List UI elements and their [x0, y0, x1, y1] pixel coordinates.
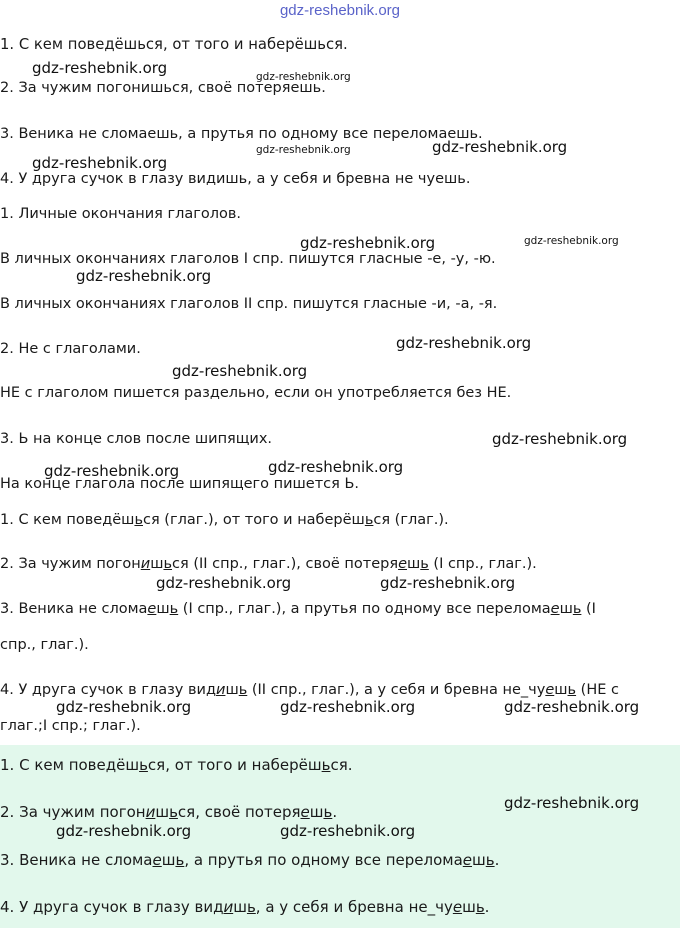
watermark: gdz-reshebnik.org: [256, 71, 351, 83]
text-segment: (I спр., глаг.), а прутья по одному все перелома: [178, 601, 551, 617]
text-segment: .: [484, 898, 490, 916]
text-segment: (I: [581, 601, 596, 617]
text-segment: 1. С кем поведёш: [0, 512, 135, 528]
text-segment: ш: [161, 851, 176, 869]
text-segment: 1. С кем поведёшься, от того и наберёшься.: [0, 36, 348, 53]
text-segment: .: [494, 851, 500, 869]
underlined-soft-sign: ь: [175, 851, 185, 869]
watermark: gdz-reshebnik.org: [172, 362, 308, 380]
analysis-line-4-cont: [0, 718, 141, 734]
proverb-line-3: [0, 126, 483, 142]
text-segment: 2. За чужим погон: [0, 556, 141, 572]
watermark: gdz-reshebnik.org: [280, 698, 416, 716]
text-segment: 4. У друга сучок в глазу вид: [0, 682, 216, 698]
underlined-vowel: е: [152, 851, 162, 869]
text-segment: ш: [309, 803, 324, 821]
text-segment: (НЕ с: [576, 682, 619, 698]
underlined-vowel: и: [145, 803, 156, 821]
text-segment: глаг.;I спр.; глаг.).: [0, 718, 141, 734]
watermark: gdz-reshebnik.org: [156, 574, 292, 592]
answer-line-4: [0, 898, 489, 916]
underlined-soft-sign: ь: [567, 682, 577, 698]
analysis-line-3: [0, 601, 596, 617]
rule-text-1a: [0, 251, 496, 267]
watermark: gdz-reshebnik.org: [280, 822, 416, 840]
text-segment: 4. У друга сучок в глазу вид: [0, 898, 224, 916]
answer-line-3: [0, 851, 499, 869]
text-segment: (I спр., глаг.).: [428, 556, 537, 572]
underlined-soft-sign: ь: [420, 556, 429, 572]
underlined-soft-sign: ь: [134, 512, 143, 528]
watermark: gdz-reshebnik.org: [56, 698, 192, 716]
underlined-soft-sign: ь: [169, 803, 178, 821]
watermark: gdz-reshebnik.org: [524, 235, 619, 247]
analysis-line-3-cont: [0, 637, 89, 653]
underlined-soft-sign: ь: [139, 756, 148, 774]
underlined-vowel: е: [545, 682, 555, 698]
text-segment: ш: [554, 682, 568, 698]
underlined-soft-sign: ь: [475, 898, 485, 916]
watermark: gdz-reshebnik.org: [44, 462, 180, 480]
underlined-vowel: е: [147, 601, 157, 617]
text-segment: ш: [472, 851, 486, 869]
proverb-line-1: [0, 36, 348, 53]
underlined-soft-sign: ь: [238, 682, 248, 698]
text-segment: 3. Веника не слома: [0, 851, 153, 869]
text-segment: 4. У друга сучок в глазу видишь, а у себя и бревна не чуешь.: [0, 171, 471, 187]
watermark: gdz-reshebnik.org: [56, 822, 192, 840]
text-segment: ш: [462, 898, 476, 916]
watermark: gdz-reshebnik.org: [396, 334, 532, 352]
text-segment: ш: [156, 601, 170, 617]
watermark: gdz-reshebnik.org: [492, 430, 628, 448]
answer-line-2: [0, 803, 337, 821]
text-segment: 3. Ь на конце слов после шипящих.: [0, 431, 273, 447]
underlined-vowel: и: [223, 898, 234, 916]
text-segment: ш: [406, 556, 421, 572]
text-segment: 2. За чужим погон: [0, 803, 146, 821]
text-segment: 1. Личные окончания глаголов.: [0, 206, 242, 222]
text-segment: 2. За чужим погонишься, своё потеряешь.: [0, 80, 326, 96]
text-segment: (II спр., глаг.), а у себя и бревна не_чу: [247, 682, 546, 698]
underlined-soft-sign: ь: [163, 556, 173, 572]
analysis-line-1: [0, 512, 449, 528]
watermark: gdz-reshebnik.org: [504, 698, 640, 716]
underlined-soft-sign: ь: [364, 512, 374, 528]
watermark: gdz-reshebnik.org: [256, 144, 351, 156]
text-segment: 1. С кем поведёш: [0, 756, 140, 774]
text-segment: В личных окончаниях глаголов I спр. пишутся гласные -е, -у, -ю.: [0, 251, 496, 267]
watermark: gdz-reshebnik.org: [300, 234, 436, 252]
underlined-soft-sign: ь: [246, 898, 256, 916]
text-segment: ш: [150, 556, 164, 572]
underlined-soft-sign: ь: [321, 756, 331, 774]
text-segment: ся (глаг.), от того и наберёш: [142, 512, 365, 528]
text-segment: ш: [559, 601, 573, 617]
rule-text-1b: [0, 296, 497, 312]
text-segment: ся (глаг.).: [373, 512, 449, 528]
underlined-vowel: е: [550, 601, 560, 617]
text-segment: На конце глагола после шипящего пишется Ь.: [0, 476, 360, 492]
text-segment: , а у себя и бревна не_чу: [255, 898, 453, 916]
text-segment: ся (II спр., глаг.), своё потеря: [172, 556, 399, 572]
text-segment: ся, своё потеря: [177, 803, 301, 821]
text-segment: , а прутья по одному все перелома: [184, 851, 463, 869]
underlined-vowel: е: [300, 803, 310, 821]
rule-heading-2: [0, 341, 141, 357]
underlined-vowel: е: [462, 851, 473, 869]
rule-text-2: [0, 385, 511, 401]
underlined-vowel: е: [452, 898, 463, 916]
text-segment: ш: [225, 682, 239, 698]
watermark: gdz-reshebnik.org: [504, 794, 640, 812]
underlined-soft-sign: ь: [485, 851, 495, 869]
watermark: gdz-reshebnik.org: [432, 138, 568, 156]
text-segment: В личных окончаниях глаголов II спр. пишутся гласные -и, -а, -я.: [0, 296, 498, 312]
watermark: gdz-reshebnik.org: [268, 458, 404, 476]
underlined-soft-sign: ь: [572, 601, 582, 617]
answer-line-1: [0, 756, 353, 774]
rule-heading-1: [0, 206, 241, 222]
text-segment: ш: [233, 898, 247, 916]
watermark: gdz-reshebnik.org: [32, 59, 168, 77]
underlined-vowel: е: [398, 556, 407, 572]
text-segment: 3. Веника не сломаешь, а прутья по одному все переломаешь.: [0, 126, 483, 142]
text-segment: ся.: [330, 756, 353, 774]
text-segment: ся, от того и наберёш: [147, 756, 322, 774]
underlined-soft-sign: ь: [323, 803, 333, 821]
underlined-vowel: и: [140, 556, 151, 572]
underlined-vowel: и: [216, 682, 226, 698]
text-segment: .: [332, 803, 338, 821]
text-segment: НЕ с глаголом пишется раздельно, если он употребляется без НЕ.: [0, 385, 512, 401]
underlined-soft-sign: ь: [169, 601, 179, 617]
text-segment: 3. Веника не слома: [0, 601, 148, 617]
analysis-line-4: [0, 682, 619, 698]
text-segment: 2. Не с глаголами.: [0, 341, 141, 357]
text-segment: спр., глаг.).: [0, 637, 89, 653]
watermark: gdz-reshebnik.org: [76, 267, 212, 285]
text-segment: ш: [155, 803, 170, 821]
rule-heading-3: [0, 431, 272, 447]
watermark: gdz-reshebnik.org: [32, 154, 168, 172]
analysis-line-2: [0, 556, 537, 572]
watermark: gdz-reshebnik.org: [380, 574, 516, 592]
site-watermark-header: gdz-reshebnik.org: [279, 2, 401, 19]
proverb-line-4: [0, 171, 470, 187]
